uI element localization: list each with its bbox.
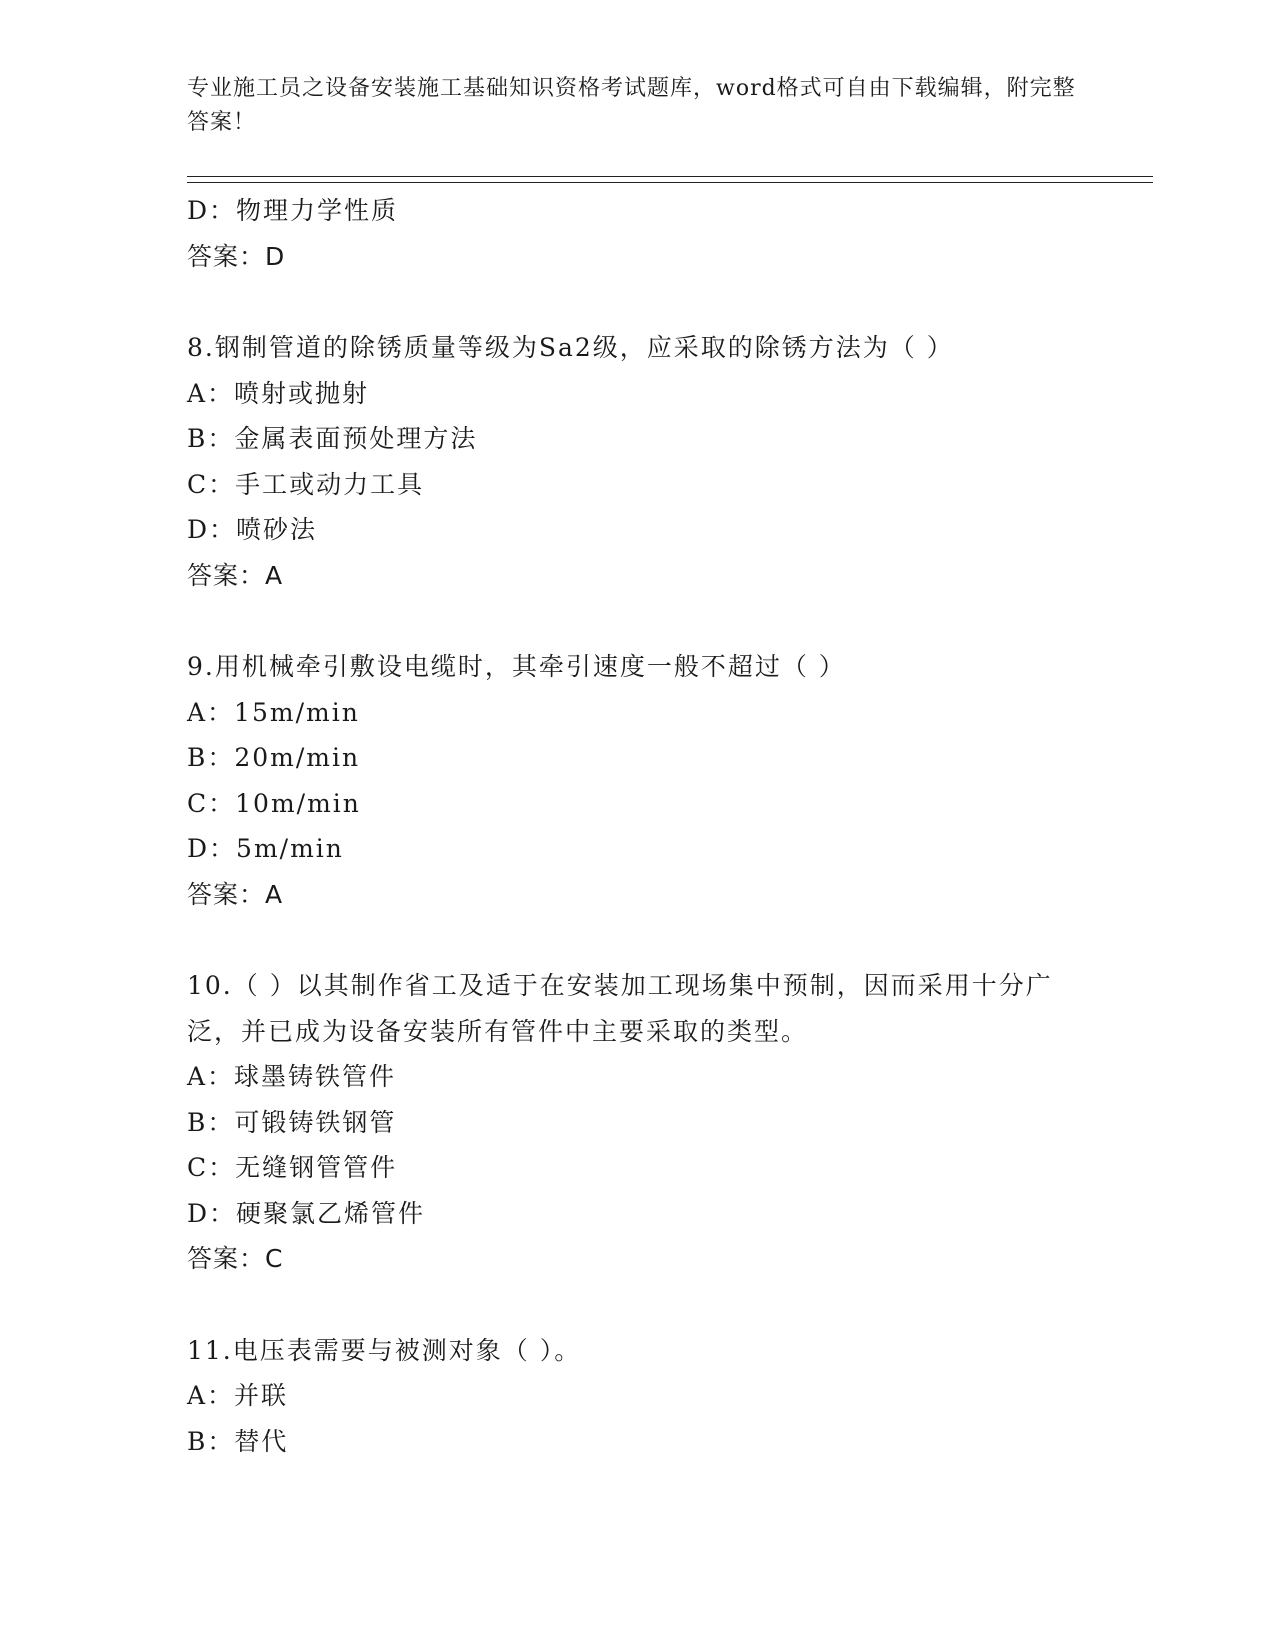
- question-text: 10.（ ）以其制作省工及适于在安装加工现场集中预制，因而采用十分广泛，并已成为设备安装所有管件中主要采取的类型。: [187, 971, 1053, 1046]
- question-block-8: [187, 325, 1087, 598]
- option-d: D：物理力学性质: [187, 196, 399, 225]
- option-a: A：并联: [187, 1381, 289, 1410]
- option-d: D：硬聚氯乙烯管件: [187, 1198, 426, 1228]
- spacer: [187, 598, 1087, 644]
- header-divider-top: [187, 176, 1153, 177]
- question-list: [187, 188, 1087, 1464]
- option-b: B：替代: [187, 1426, 289, 1456]
- option-d: D：5m/min: [187, 834, 344, 863]
- answer-line: 答案：A: [187, 879, 284, 909]
- option-a: A：喷射或抛射: [187, 378, 370, 408]
- option-c: C：手工或动力工具: [187, 469, 425, 499]
- question-block-7: [187, 188, 1087, 279]
- spacer: [187, 279, 1087, 325]
- question-block-9: [187, 644, 1087, 917]
- option-a: A：15m/min: [187, 697, 360, 727]
- answer-line: 答案：A: [187, 560, 284, 590]
- page-header: 专业施工员之设备安装施工基础知识资格考试题库，word格式可自由下载编辑，附完整答案！: [187, 76, 1076, 135]
- option-b: B：可锻铸铁钢管: [187, 1107, 397, 1137]
- question-text: 11.电压表需要与被测对象（ ）。: [187, 1335, 582, 1365]
- header-divider-bottom: [187, 182, 1153, 183]
- option-a: A：球墨铸铁管件: [187, 1062, 397, 1091]
- question-block-11: [187, 1328, 1087, 1465]
- option-d: D：喷砂法: [187, 515, 318, 544]
- option-b: B：金属表面预处理方法: [187, 424, 478, 453]
- answer-line: 答案：C: [187, 1244, 284, 1273]
- question-block-10: [187, 963, 1087, 1282]
- option-b: B：20m/min: [187, 743, 361, 772]
- spacer: [187, 917, 1087, 963]
- spacer: [187, 1282, 1087, 1328]
- option-c: C：10m/min: [187, 788, 361, 818]
- option-c: C：无缝钢管管件: [187, 1153, 398, 1182]
- answer-line: 答案：D: [187, 241, 286, 271]
- question-text: 9.用机械牵引敷设电缆时，其牵引速度一般不超过（ ）: [187, 652, 846, 681]
- question-text: 8.钢制管道的除锈质量等级为Sa2级，应采取的除锈方法为（ ）: [187, 333, 954, 362]
